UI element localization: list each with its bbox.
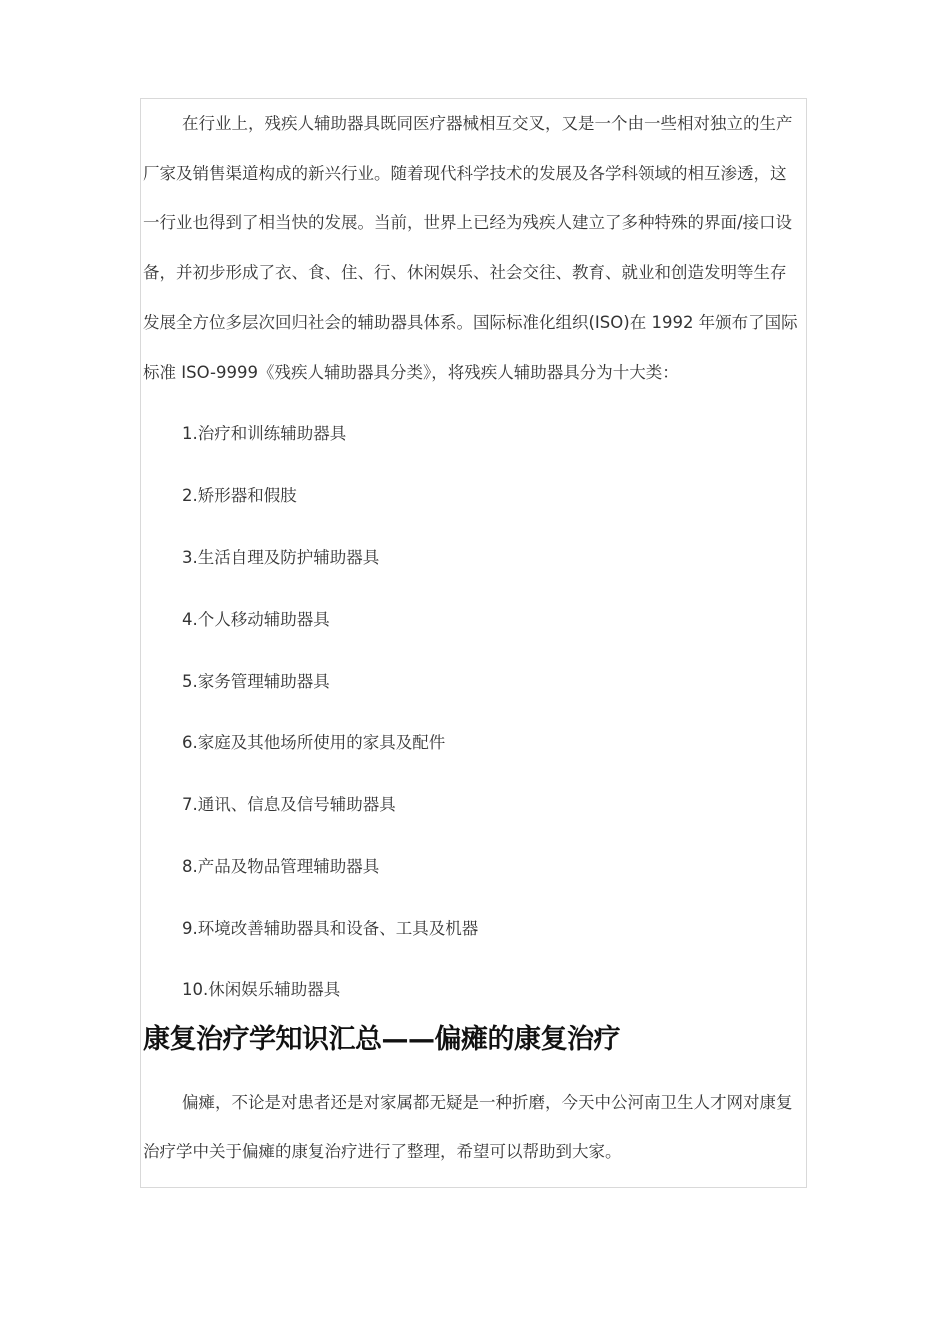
intro-line: 一行业也得到了相当快的发展。当前，世界上已经为残疾人建立了多种特殊的界面/接口设	[143, 213, 793, 232]
section-line: 偏瘫，不论是对患者还是对家属都无疑是一种折磨，今天中公河南卫生人才网对康复	[182, 1093, 793, 1112]
intro-line: 标准 ISO-9999《残疾人辅助器具分类》，将残疾人辅助器具分为十大类：	[143, 363, 679, 382]
intro-line: 厂家及销售渠道构成的新兴行业。随着现代科学技术的发展及各学科领域的相互渗透，这	[143, 164, 787, 183]
category-item: 5.家务管理辅助器具	[182, 672, 330, 691]
category-item: 3.生活自理及防护辅助器具	[182, 548, 380, 567]
category-item: 1.治疗和训练辅助器具	[182, 424, 347, 443]
category-item: 9.环境改善辅助器具和设备、工具及机器	[182, 919, 479, 938]
category-item: 7.通讯、信息及信号辅助器具	[182, 795, 396, 814]
intro-line: 在行业上，残疾人辅助器具既同医疗器械相互交叉，又是一个由一些相对独立的生产	[182, 114, 793, 133]
section-line: 治疗学中关于偏瘫的康复治疗进行了整理，希望可以帮助到大家。	[143, 1142, 622, 1161]
section-title: 康复治疗学知识汇总——偏瘫的康复治疗	[143, 1024, 620, 1055]
category-item: 2.矫形器和假肢	[182, 486, 297, 505]
intro-line: 备，并初步形成了衣、食、住、行、休闲娱乐、社会交往、教育、就业和创造发明等生存	[143, 263, 787, 282]
intro-line: 发展全方位多层次回归社会的辅助器具体系。国际标准化组织(ISO)在 1992 年颁布了国际	[143, 313, 798, 332]
category-item: 4.个人移动辅助器具	[182, 610, 330, 629]
category-item: 10.休闲娱乐辅助器具	[182, 980, 341, 999]
category-item: 8.产品及物品管理辅助器具	[182, 857, 380, 876]
category-item: 6.家庭及其他场所使用的家具及配件	[182, 733, 446, 752]
